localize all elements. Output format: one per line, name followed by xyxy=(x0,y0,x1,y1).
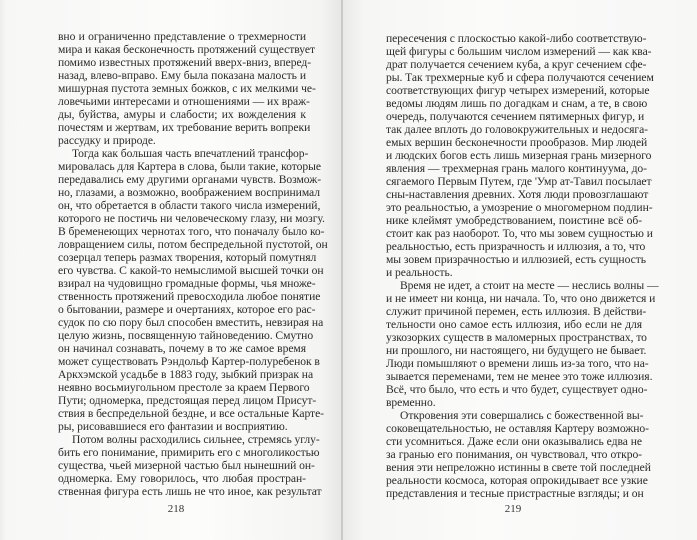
text-line: ловращением силы, потом беспредельной пустотой, он xyxy=(58,238,328,251)
text-line: ры, рисовавшиеся его фантазии и восприятию. xyxy=(58,420,288,433)
text-line: нике клеймят умобредствованием, поистине всё об- xyxy=(386,214,642,227)
text-line: и людских богов есть лишь мизерная грань мизерного xyxy=(386,149,652,162)
text-line: зывается переменами, тем не менее это тоже иллюзия. xyxy=(386,370,653,383)
text-line: судок по сю пору был способен вместить, невзирая на xyxy=(58,316,324,329)
paragraph xyxy=(58,147,328,433)
text-line: так далее вплоть до головокружительных и недосяга- xyxy=(386,123,648,136)
text-line: узкозорких существ в маломерных пространствах, то xyxy=(386,331,647,344)
text-line: ведомы людям лишь по догадкам и снам, а те, в свою xyxy=(386,97,648,110)
text-line: мира и какая бесконечность протяжений существует xyxy=(58,43,315,56)
text-line: рассудку и природе. xyxy=(58,134,156,147)
text-line: очередь, получаются сечением пятимерных фигур, и xyxy=(386,110,645,123)
text-line: соответствующих фигур четырех измерений, которые xyxy=(386,84,650,97)
right-page-body xyxy=(386,32,659,500)
text-line: ствия в беспредельной бездне, и все остальные Карте- xyxy=(58,407,324,420)
paragraph xyxy=(386,32,654,279)
text-line: временно. xyxy=(386,396,436,409)
text-line: взирал на чудовищно громадные формы, чья множе- xyxy=(58,277,316,290)
text-line: соковещательностью, не оставляя Картеру возможно- xyxy=(386,422,649,435)
text-line: явления — трехмерная грань малого континуума, до- xyxy=(386,162,647,175)
left-page-body xyxy=(58,30,328,498)
text-line: Время не идет, а стоит на месте — неслись волны — xyxy=(400,279,659,292)
text-line: существа, чьей мизерной частью был нынешний он- xyxy=(58,459,315,472)
text-line: вно и ограниченно представление о трехмерности xyxy=(58,30,306,43)
text-line: мировалась для Картера в слова, были такие, которые xyxy=(58,160,321,173)
text-line: назад, влево-вправо. Ему была показана малость и xyxy=(58,69,306,82)
right-page-number: 219 xyxy=(504,503,522,515)
text-line: тельности оно самое есть иллюзия, ибо если не для xyxy=(386,318,642,331)
text-line: ни прошлого, ни настоящего, ни будущего не бывает. xyxy=(386,344,647,357)
text-line: представления и тесные пристрастные взгляды; и он xyxy=(386,487,644,500)
text-line: мы зовем призрачностью и иллюзией, есть сущность xyxy=(386,253,646,266)
text-line: почестям и жертвам, их требование верить вопреки xyxy=(58,121,311,134)
paragraph xyxy=(386,279,659,409)
text-line: Аркхэмской усадьбе в 1883 году, зыбкий призрак на xyxy=(58,368,314,381)
text-line: Тогда как большая часть впечатлений трансфор- xyxy=(72,147,309,160)
text-line: ды, буйства, амуры и слабости; их вожделения к xyxy=(58,108,306,121)
text-line: ственность протяжений превосходила любое понятие xyxy=(58,290,321,303)
text-line: одномерка. Ему говорилось, что любая простран- xyxy=(58,472,306,485)
text-line: и не имеет ни конца, ни начала. То, что оно движется и xyxy=(386,292,656,305)
text-line: пересечения с плоскостью какой-либо соответствую- xyxy=(386,32,647,45)
text-line: Откровения эти совершались с божественной вы- xyxy=(400,409,644,422)
text-line: ловечьими интересами и отношениями — их враж- xyxy=(58,95,310,108)
text-line: бить его понимание, примирить его с многоликостью xyxy=(58,446,320,459)
text-line: созерцал теперь размах творения, который помутнял xyxy=(58,251,317,264)
text-line: и реальность. xyxy=(386,266,453,279)
text-line: емых вершин бесконечности прообразов. Мир людей xyxy=(386,136,648,149)
text-line: о бытовании, размере и очертаниях, которое его рас- xyxy=(58,303,316,316)
text-line: он начинал сознавать, почему в то же самое время xyxy=(58,342,306,355)
text-line: вения эти непреложно истинны в свете той последней xyxy=(386,461,651,474)
text-line: но, глазами, а возможно, воображением воспринимал xyxy=(58,186,320,199)
text-line: ственная фигура есть лишь не что иное, как результат xyxy=(58,485,322,498)
text-line: стоит как раз наоборот. То, что мы зовем сущностью и xyxy=(386,227,653,240)
right-page xyxy=(343,0,697,540)
text-line: ры. Так трехмерные куб и сфера получаются сечением xyxy=(386,71,654,84)
text-line: Люди помышляют о времени лишь из-за того, что на- xyxy=(386,357,649,370)
text-line: драт получается сечением куба, а круг сечением сфе- xyxy=(386,58,647,71)
page-edge-shadow xyxy=(0,0,6,540)
paragraph xyxy=(386,409,651,500)
text-line: это реальностью, а умозрение о многомерном подлин- xyxy=(386,201,653,214)
text-line: его чувства. С какой-то немыслимой высшей точки он xyxy=(58,264,324,277)
left-page-number: 218 xyxy=(167,503,185,515)
text-line: он, что обретается в области такого числа измерений, xyxy=(58,199,321,212)
text-line: неявно восьмиугольном престоле за краем Первого xyxy=(58,381,310,394)
text-line: В бременеющих чернотах того, что поначалу было ко- xyxy=(58,225,325,238)
paragraph xyxy=(58,30,316,147)
text-line: передавались ему другими органами чувств. Возмож- xyxy=(58,173,322,186)
text-line: сны-наставления древних. Хотя люди провозглашают xyxy=(386,188,649,201)
text-line: может существовать Рэндольф Картер-полуребенок в xyxy=(58,355,320,368)
text-line: Потом волны расходились сильнее, стремясь углу- xyxy=(72,433,320,446)
text-line: мишурная пустота земных божков, с их мелкими че- xyxy=(58,82,316,95)
text-line: целую жизнь, посвященную тайноведению. Смутно xyxy=(58,329,314,342)
text-line: щей фигуры с большим числом измерений — как ква- xyxy=(386,45,652,58)
text-line: сти усомниться. Даже если они оказывались едва не xyxy=(386,435,642,448)
text-line: служит причиной перемен, есть иллюзия. В действи- xyxy=(386,305,647,318)
text-line: реальности космоса, которая опрокидывает все узкие xyxy=(386,474,648,487)
text-line: которого не постичь ни человеческому глазу, ни мозгу. xyxy=(58,212,325,225)
text-line: Пути; одномерка, предстоящая перед лицом Присут- xyxy=(58,394,317,407)
text-line: сягаемого Первым Путем, где 'Умр ат-Тавил посылает xyxy=(386,175,652,188)
text-line: за гранью его понимания, он чувствовал, что откро- xyxy=(386,448,642,461)
text-line: помимо известных протяжений вверх-вниз, вперед- xyxy=(58,56,312,69)
text-line: Всё, что было, что есть и что будет, существует одно- xyxy=(386,383,648,396)
text-line: реальностью, есть призрачность и иллюзия, а то, что xyxy=(386,240,646,253)
left-page xyxy=(0,0,342,540)
paragraph xyxy=(58,433,322,498)
